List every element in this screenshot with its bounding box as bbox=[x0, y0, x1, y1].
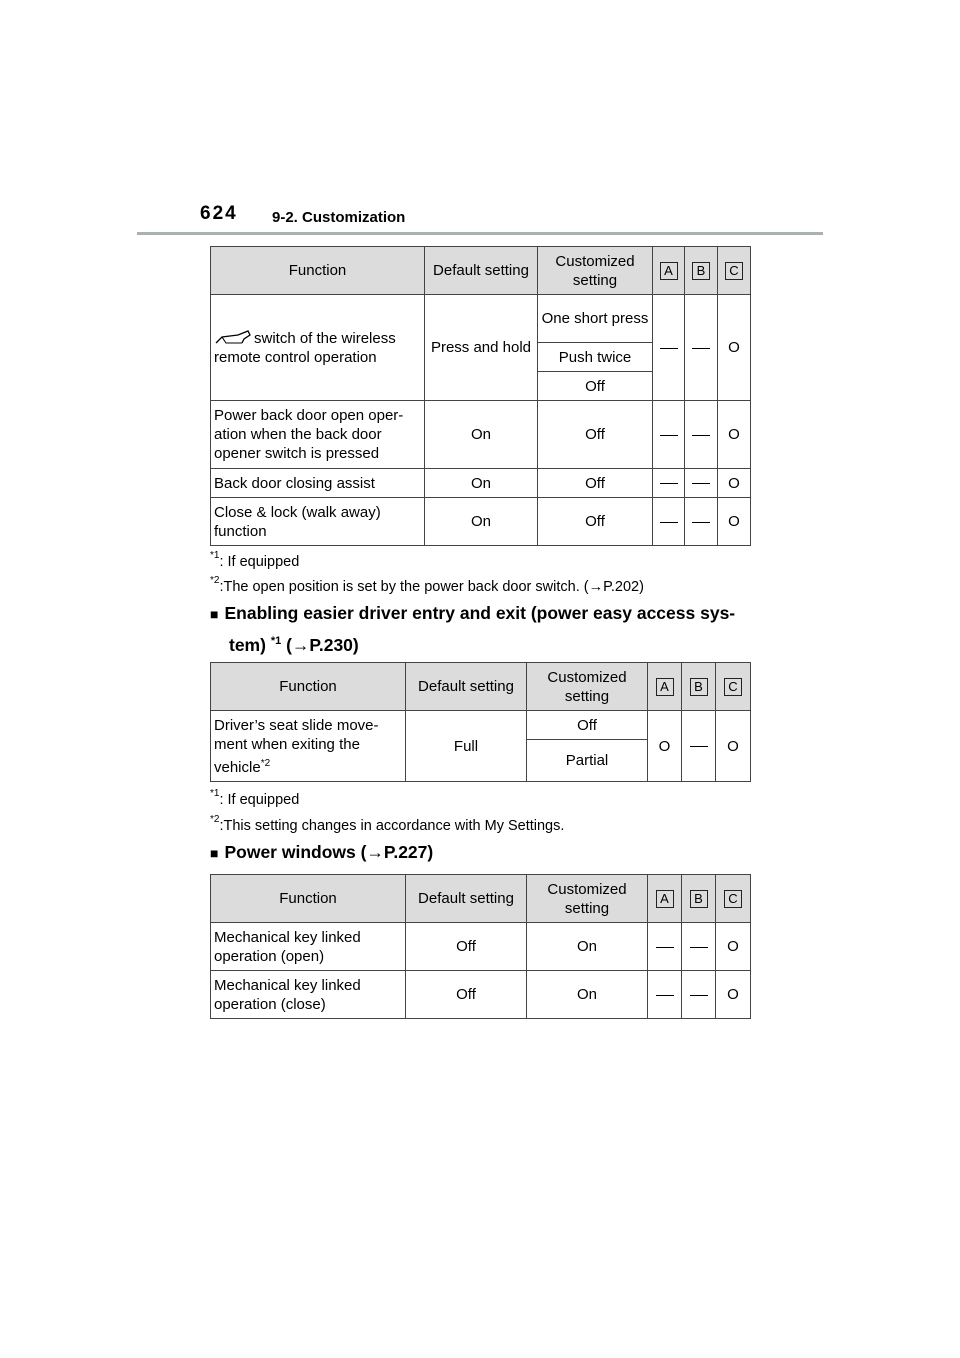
header-default-setting: Default setting bbox=[406, 875, 527, 923]
back-door-settings-table bbox=[210, 246, 751, 546]
power-easy-access-table bbox=[210, 662, 751, 782]
default-cell: Full bbox=[406, 711, 527, 782]
header-c: C bbox=[718, 247, 751, 295]
dash-mark bbox=[692, 522, 710, 523]
default-cell: Off bbox=[406, 971, 527, 1019]
b-cell bbox=[685, 469, 718, 498]
header-a: A bbox=[648, 875, 682, 923]
header-b: B bbox=[682, 663, 716, 711]
dash-mark bbox=[656, 947, 674, 948]
header-function: Function bbox=[211, 663, 406, 711]
dash-mark bbox=[660, 348, 678, 349]
function-cell: Mechanical key linked operation (close) bbox=[211, 971, 406, 1019]
function-cell: Power back door open oper- ation when the back door opener switch is pressed bbox=[211, 401, 425, 469]
table-row bbox=[211, 971, 751, 1019]
custom-cell: On bbox=[527, 971, 648, 1019]
default-cell: Off bbox=[406, 923, 527, 971]
header-b: B bbox=[685, 247, 718, 295]
custom-cell: Off bbox=[538, 498, 653, 546]
table-row bbox=[211, 711, 751, 740]
section-heading-power-easy-access: ■ Enabling easier driver entry and exit (power easy access sys- tem) $^{*1}$ (→P.230) bbox=[210, 603, 736, 655]
c-cell: O bbox=[716, 971, 751, 1019]
table-row bbox=[211, 469, 751, 498]
a-cell bbox=[653, 498, 685, 546]
custom-cell: Off bbox=[538, 401, 653, 469]
function-cell: Close & lock (walk away) function bbox=[211, 498, 425, 546]
custom-option: Partial bbox=[527, 740, 648, 782]
header-function: Function bbox=[211, 875, 406, 923]
table-header-row bbox=[211, 663, 751, 711]
default-cell: On bbox=[425, 469, 538, 498]
dash-mark bbox=[660, 483, 678, 484]
table-header-row bbox=[211, 875, 751, 923]
c-cell: O bbox=[716, 711, 751, 782]
b-cell bbox=[682, 923, 716, 971]
dash-mark bbox=[692, 483, 710, 484]
table-row bbox=[211, 401, 751, 469]
dash-mark bbox=[692, 348, 710, 349]
page-number: 624 bbox=[200, 203, 238, 224]
custom-option: Off bbox=[527, 711, 648, 740]
c-cell: O bbox=[718, 295, 751, 401]
dash-mark bbox=[690, 746, 708, 747]
bullet-icon: ■ bbox=[210, 606, 219, 622]
dash-mark bbox=[692, 435, 710, 436]
b-cell bbox=[682, 971, 716, 1019]
bullet-icon: ■ bbox=[210, 845, 219, 861]
table-header-row bbox=[211, 247, 751, 295]
custom-cell: On bbox=[527, 923, 648, 971]
header-customized-setting: Customized setting bbox=[527, 875, 648, 923]
dash-mark bbox=[660, 435, 678, 436]
footnote: $^{*2}$:The open position is set by the power back door switch. (→P.202) bbox=[210, 575, 644, 595]
table-row bbox=[211, 498, 751, 546]
default-cell: On bbox=[425, 498, 538, 546]
header-c: C bbox=[716, 663, 751, 711]
header-function: Function bbox=[211, 247, 425, 295]
a-cell bbox=[653, 295, 685, 401]
dash-mark bbox=[690, 947, 708, 948]
a-cell bbox=[653, 401, 685, 469]
a-cell bbox=[648, 971, 682, 1019]
header-a: A bbox=[653, 247, 685, 295]
custom-cell: Off bbox=[538, 469, 653, 498]
function-cell: Driver’s seat slide move- ment when exiting the vehicle$^{*2}$ bbox=[211, 711, 406, 782]
header-b: B bbox=[682, 875, 716, 923]
b-cell bbox=[685, 498, 718, 546]
dash-mark bbox=[656, 995, 674, 996]
c-cell: O bbox=[718, 498, 751, 546]
function-cell: Mechanical key linked operation (open) bbox=[211, 923, 406, 971]
c-cell: O bbox=[718, 469, 751, 498]
b-cell bbox=[682, 711, 716, 782]
dash-mark bbox=[660, 522, 678, 523]
power-windows-table bbox=[210, 874, 751, 1019]
custom-option: Off bbox=[538, 372, 653, 401]
b-cell bbox=[685, 295, 718, 401]
header-default-setting: Default setting bbox=[406, 663, 527, 711]
back-door-icon bbox=[214, 329, 252, 347]
a-cell: O bbox=[648, 711, 682, 782]
header-divider bbox=[137, 232, 823, 235]
a-cell bbox=[653, 469, 685, 498]
section-title: 9-2. Customization bbox=[272, 209, 406, 226]
default-cell: On bbox=[425, 401, 538, 469]
footnote: $^{*2}$:This setting changes in accordance with My Settings. bbox=[210, 814, 565, 834]
default-cell: Press and hold bbox=[425, 295, 538, 401]
c-cell: O bbox=[716, 923, 751, 971]
b-cell bbox=[685, 401, 718, 469]
c-cell: O bbox=[718, 401, 751, 469]
function-cell: switch of the wireless remote control operation bbox=[211, 295, 425, 401]
header-customized-setting: Customized setting bbox=[527, 663, 648, 711]
custom-option: Push twice bbox=[538, 343, 653, 372]
function-cell: Back door closing assist bbox=[211, 469, 425, 498]
dash-mark bbox=[690, 995, 708, 996]
header-c: C bbox=[716, 875, 751, 923]
footnote: $^{*1}$: If equipped bbox=[210, 550, 300, 570]
table-row bbox=[211, 923, 751, 971]
table-row bbox=[211, 295, 751, 343]
header-customized-setting: Customized setting bbox=[538, 247, 653, 295]
a-cell bbox=[648, 923, 682, 971]
footnote: $^{*1}$: If equipped bbox=[210, 788, 300, 808]
header-a: A bbox=[648, 663, 682, 711]
custom-option: One short press bbox=[538, 295, 653, 343]
section-heading-power-windows: ■ Power windows (→P.227) bbox=[210, 842, 434, 862]
header-default-setting: Default setting bbox=[425, 247, 538, 295]
